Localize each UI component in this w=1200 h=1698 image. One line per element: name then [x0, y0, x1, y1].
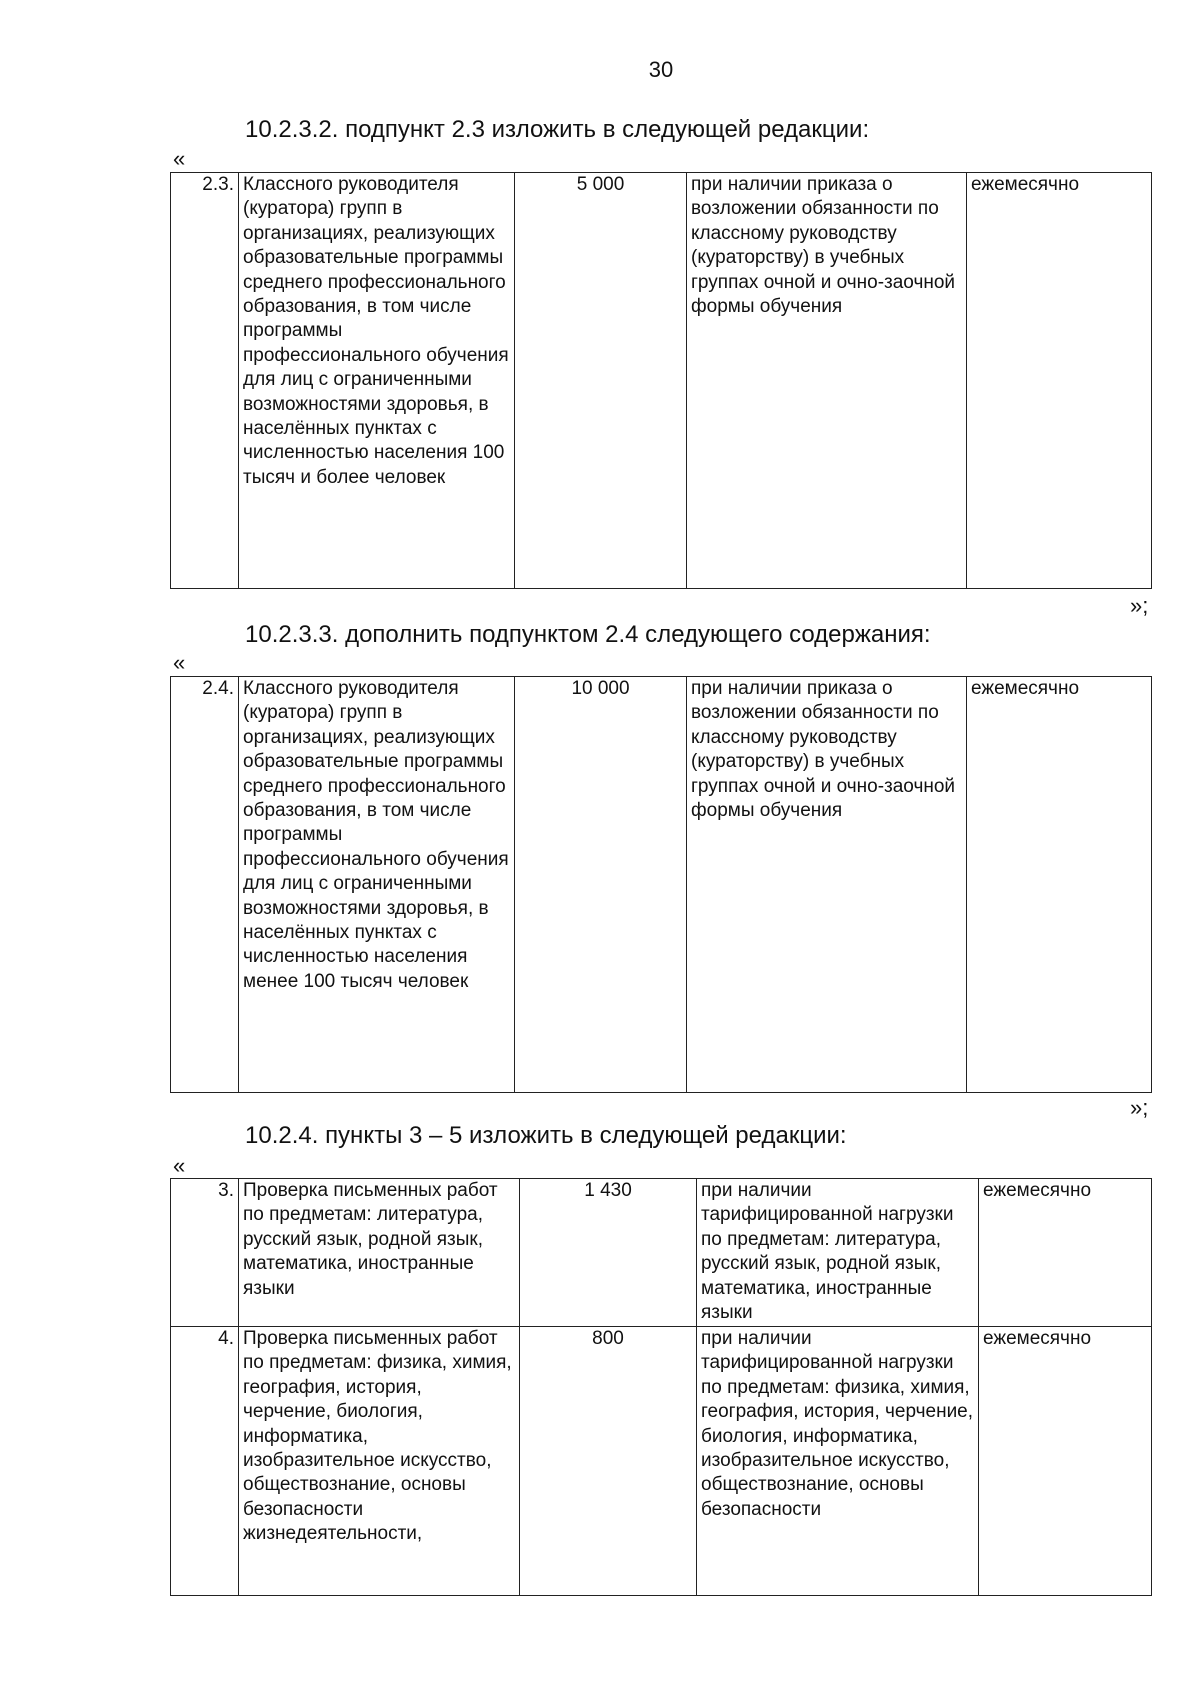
amendment-table [170, 172, 1152, 589]
row-description: Классного руководителя (куратора) групп в организациях, реализующих образовательные программы среднего профессионального образования, в том числе программы профессионального обучения для лиц с ограниченными возможностями здоровья, в населённых пунктах с численностью населения 100 тысяч и более человек [239, 173, 515, 589]
row-number: 4. [171, 1327, 239, 1596]
table-row [171, 1327, 1152, 1596]
page-number: 30 [648, 57, 674, 82]
row-amount: 1 430 [520, 1179, 697, 1327]
close-quote: »; [1130, 593, 1149, 618]
amendment-table [170, 676, 1152, 1093]
row-number: 2.4. [171, 677, 239, 1093]
open-quote: « [173, 146, 186, 171]
row-condition: при наличии приказа о возложении обязанности по классному руководству (кураторству) в учебных группах очной и очно-заочной формы обучения [687, 677, 967, 1093]
row-condition: при наличии приказа о возложении обязанности по классному руководству (кураторству) в учебных группах очной и очно-заочной формы обучения [687, 173, 967, 589]
row-condition: при наличии тарифицированной нагрузки по предметам: физика, химия, география, история, черчение, биология, информатика, изобразительное искусство, обществознание, основы безопасности [697, 1327, 979, 1596]
table-row [171, 1179, 1152, 1327]
row-description: Классного руководителя (куратора) групп в организациях, реализующих образовательные программы среднего профессионального образования, в том числе программы профессионального обучения для лиц с ограниченными возможностями здоровья, в населённых пунктах с численностью населения менее 100 тысяч человек [239, 677, 515, 1093]
section-heading: 10.2.4. пункты 3 – 5 изложить в следующей редакции: [245, 1122, 847, 1149]
open-quote: « [173, 650, 186, 675]
row-amount: 10 000 [515, 677, 687, 1093]
table-row [171, 173, 1152, 589]
row-amount: 800 [520, 1327, 697, 1596]
row-frequency: ежемесячно [979, 1179, 1152, 1327]
row-description: Проверка письменных работ по предметам: физика, химия, география, история, черчение, биология, информатика, изобразительное искусство, обществознание, основы безопасности жизнедеятельности, [239, 1327, 520, 1596]
row-number: 3. [171, 1179, 239, 1327]
open-quote: « [173, 1153, 186, 1178]
row-frequency: ежемесячно [967, 677, 1152, 1093]
row-frequency: ежемесячно [967, 173, 1152, 589]
close-quote: »; [1130, 1095, 1149, 1120]
section-heading: 10.2.3.3. дополнить подпунктом 2.4 следующего содержания: [245, 621, 931, 648]
row-number: 2.3. [171, 173, 239, 589]
amendment-table [170, 1178, 1152, 1596]
row-description: Проверка письменных работ по предметам: литература, русский язык, родной язык, математика, иностранные языки [239, 1179, 520, 1327]
row-amount: 5 000 [515, 173, 687, 589]
row-condition: при наличии тарифицированной нагрузки по предметам: литература, русский язык, родной язык, математика, иностранные языки [697, 1179, 979, 1327]
table-row [171, 677, 1152, 1093]
section-heading: 10.2.3.2. подпункт 2.3 изложить в следующей редакции: [245, 116, 870, 143]
row-frequency: ежемесячно [979, 1327, 1152, 1596]
